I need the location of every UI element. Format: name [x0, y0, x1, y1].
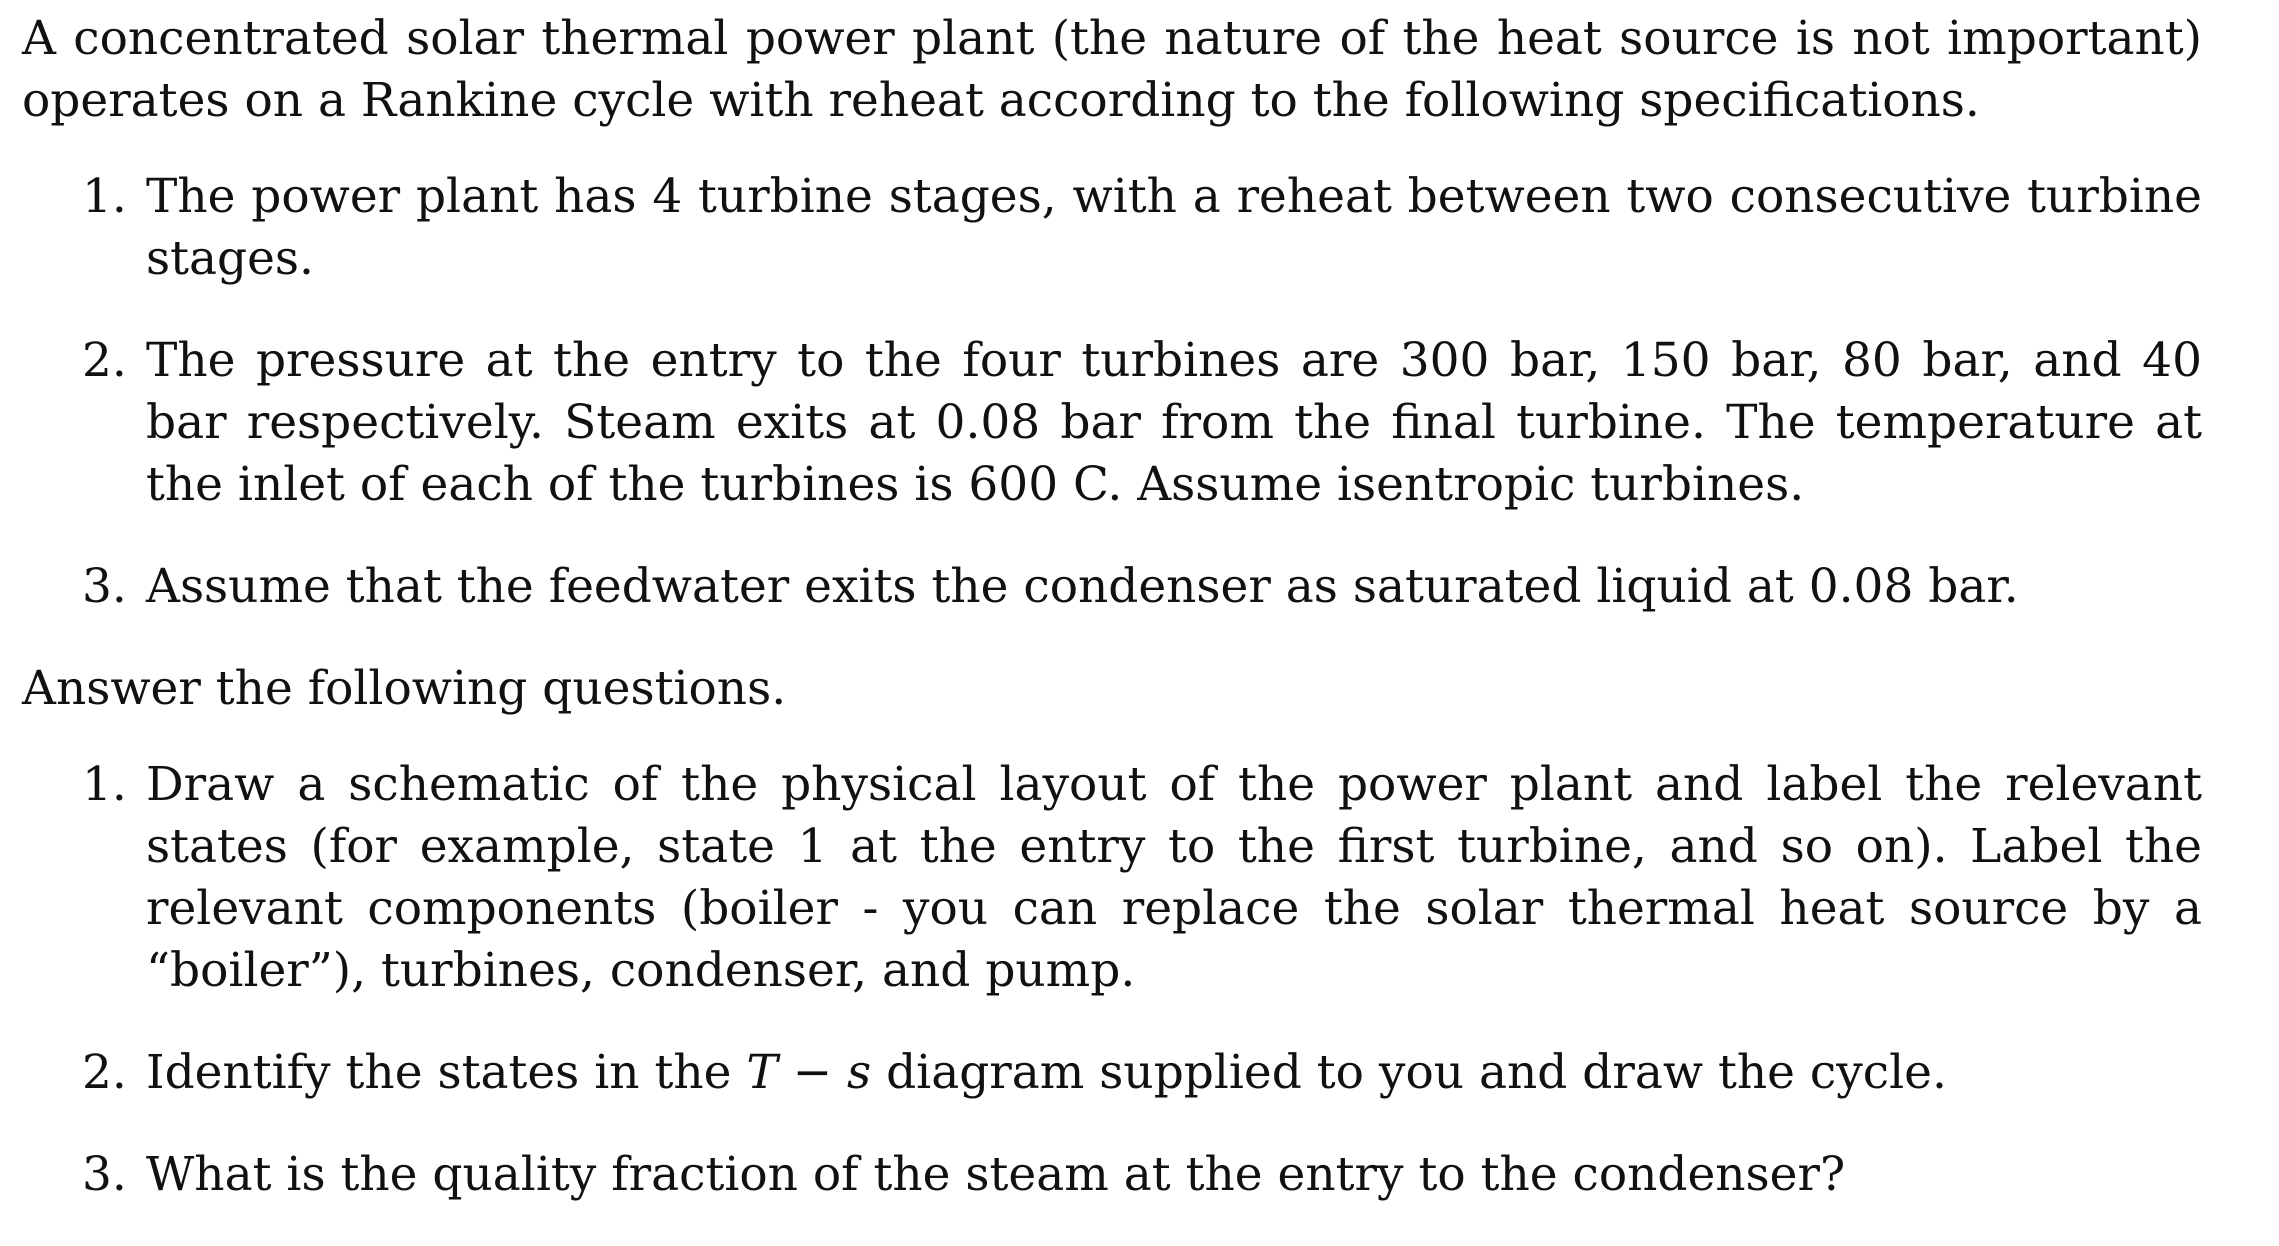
list-item	[22, 556, 2202, 618]
item-text: Draw a schematic of the physical layout of the power plant and label the relevant states (for example, state 1 at the entry to the first turbine, and so on). Label the relevant components (boiler - you can replace the solar thermal heat source by a “boiler”), turbines, condenser, and pump.	[146, 757, 2202, 998]
list-item	[22, 754, 2202, 1002]
item-number: 1.	[82, 169, 127, 224]
item-text: What is the quality fraction of the steam at the entry to the condenser?	[146, 1147, 1846, 1202]
item-text-after: diagram supplied to you and draw the cycle.	[871, 1045, 1947, 1100]
item-number: 3.	[82, 559, 127, 614]
document-page	[22, 0, 2202, 1246]
item-number: 3.	[82, 1147, 127, 1202]
item-text-before: Identify the states in the	[146, 1045, 747, 1100]
math-expression: T − s	[746, 1045, 872, 1100]
list-item	[22, 1042, 2202, 1104]
answer-heading: Answer the following questions.	[22, 661, 787, 716]
item-text: The pressure at the entry to the four turbines are 300 bar, 150 bar, 80 bar, and 40 bar respectively. Steam exits at 0.08 bar from the final turbine. The temperature at the inlet of each of the turbines is 600 C. Assume isentropic turbines.	[146, 333, 2202, 512]
item-number: 2.	[82, 333, 127, 388]
list-item	[22, 1144, 2202, 1206]
item-text: The power plant has 4 turbine stages, with a reheat between two consecutive turbine stages.	[146, 169, 2202, 286]
item-number: 2.	[82, 1045, 127, 1100]
intro-paragraph: A concentrated solar thermal power plant (the nature of the heat source is not important) operates on a Rankine cycle with reheat according to the following specifications.	[22, 11, 2202, 128]
questions-list	[22, 754, 2202, 1206]
specifications-list	[22, 166, 2202, 618]
item-number: 1.	[82, 757, 127, 812]
list-item	[22, 166, 2202, 290]
list-item	[22, 330, 2202, 516]
item-text: Assume that the feedwater exits the condenser as saturated liquid at 0.08 bar.	[146, 559, 2019, 614]
